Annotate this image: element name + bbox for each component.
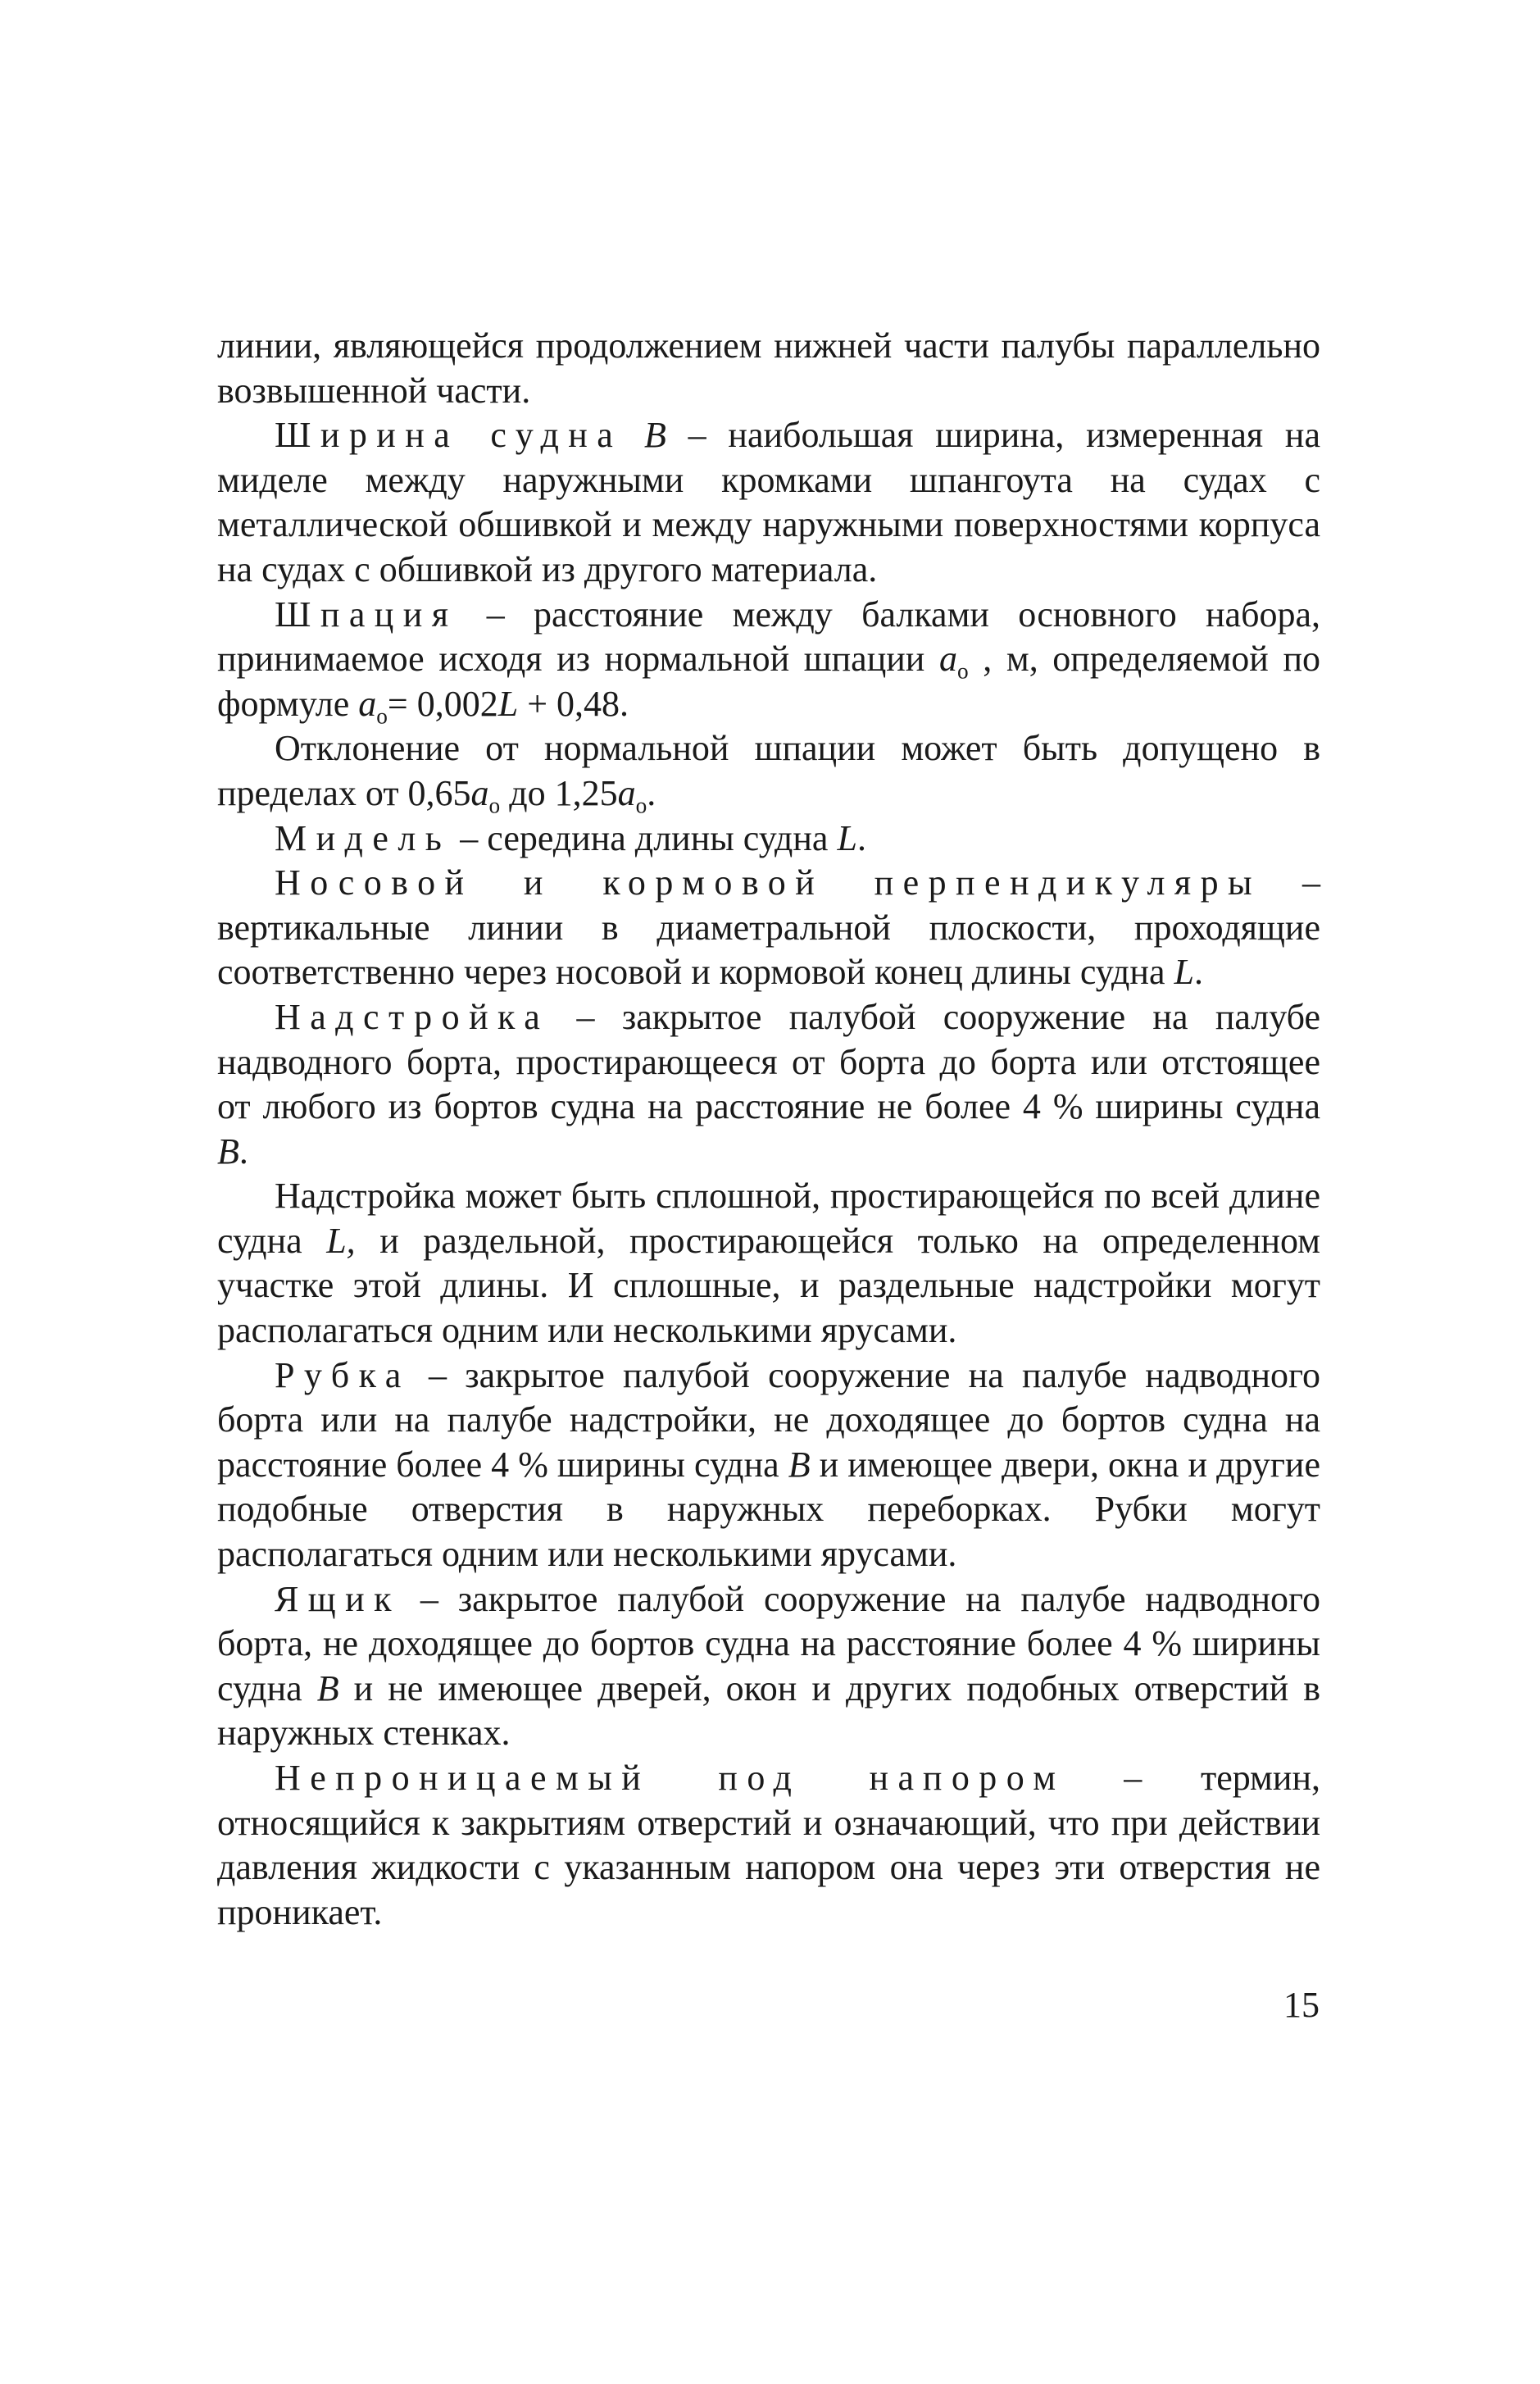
paragraph-text: Надстройка может быть сплошной, простирающейся по всей длине судна	[217, 1176, 1320, 1261]
definition-text: .	[1193, 952, 1203, 993]
definition-superstructure	[217, 995, 1320, 1174]
definition-text: – вертикальные линии в диаметральной плоскости, проходящие соответственно через носовой и кормовой конец длины судна	[217, 862, 1321, 993]
symbol-l: L	[497, 683, 519, 724]
term-midship: Мидель	[275, 817, 452, 858]
definition-text: .	[856, 817, 866, 858]
symbol-a: a	[617, 772, 636, 813]
term-ship-breadth: Ширина судна	[275, 415, 623, 456]
definition-watertight-under-head	[217, 1756, 1320, 1935]
paragraph-text: и раздельной, простирающейся только на определенном участке этой длины. И сплошные, и раздельные надстройки могут располагаться одним или несколькими ярусами.	[217, 1220, 1321, 1351]
definition-text: – закрытое палубой сооружение на палубе надводного борта или на палубе надстройки, не доходящее до бортов судна на расстояние более 4 % ширины судна	[217, 1354, 1320, 1485]
symbol-a: a	[938, 639, 957, 680]
definition-text: – расстояние между балками основного набора, принимаемое исходя из нормальной шпации	[217, 594, 1320, 680]
symbol-l: L	[1174, 952, 1194, 993]
definition-text: и имеющее двери, окна и другие подобные отверстия в наружных переборках. Рубки могут располагаться одним или несколькими ярусами.	[217, 1444, 1320, 1575]
term-frame-spacing: Шпация	[275, 594, 458, 635]
paragraph-text: Отклонение от нормальной шпации может быть допущено в пределах от 0,65	[217, 728, 1320, 813]
formula-text: + 0,48.	[518, 683, 629, 724]
paragraph-superstructure-types	[217, 1174, 1320, 1353]
definition-midship	[217, 817, 1320, 862]
symbol-l: L	[837, 817, 857, 858]
definition-text: – термин, относящийся к закрытиям отверстий и означающий, что при действии давления жидкости с указанным напором она через эти отверстия не проникает.	[217, 1758, 1320, 1932]
page-number: 15	[1283, 1985, 1320, 2025]
symbol-b: B	[316, 1667, 339, 1708]
paragraph-text: .	[647, 772, 656, 813]
definition-text: и не имеющее дверей, окон и других подобных отверстий в наружных стенках.	[217, 1667, 1321, 1754]
subscript-o: o	[488, 793, 501, 818]
definition-text: – середина длины судна	[451, 817, 838, 858]
subscript-o: o	[376, 703, 388, 729]
paragraph-text: линии, являющейся продолжением нижней части палубы параллельно возвышенной части.	[217, 325, 1320, 411]
term-watertight-under-head: Непроницаемый под напором	[275, 1758, 1065, 1798]
definition-text: .	[238, 1131, 248, 1172]
subscript-o: o	[956, 658, 969, 684]
definition-frame-spacing	[217, 593, 1320, 727]
formula-text: = 0,002	[387, 683, 498, 724]
symbol-b: B	[217, 1131, 239, 1172]
definition-deckhouse	[217, 1354, 1320, 1577]
symbol-b: B	[644, 415, 666, 456]
definition-text: – закрытое палубой сооружение на палубе надводного борта, не доходящее до бортов судна на расстояние более 4 % ширины судна	[217, 1578, 1320, 1708]
paragraph-continuation	[217, 324, 1320, 413]
spacer-text	[622, 415, 644, 455]
term-superstructure: Надстройка	[275, 996, 550, 1037]
term-perpendiculars: Носовой и кормовой перпендикуляры	[275, 862, 1262, 903]
paragraph-text: до 1,25	[500, 772, 618, 813]
subscript-o: o	[635, 793, 647, 818]
definition-text: , м, определяемой по формуле	[217, 639, 1321, 724]
page-body	[217, 324, 1320, 1935]
symbol-a: a	[470, 772, 489, 813]
definition-text: – наибольшая ширина, измеренная на миделе между наружными кромками шпангоута на судах с металлической обшивкой и между наружными поверхностями корпуса на судах с обшивкой из другого материала.	[217, 415, 1321, 589]
term-trunk: Ящик	[275, 1578, 401, 1619]
definition-trunk	[217, 1577, 1320, 1756]
symbol-b: B	[788, 1444, 811, 1485]
term-deckhouse: Рубка	[275, 1354, 411, 1395]
definition-perpendiculars	[217, 861, 1320, 995]
paragraph-spacing-deviation	[217, 726, 1320, 816]
symbol-l: L,	[326, 1220, 356, 1261]
definition-text: – закрытое палубой сооружение на палубе надводного борта, простирающееся от борта до борта или отстоящее от любого из бортов судна на расстояние не более 4 % ширины судна	[217, 996, 1320, 1127]
symbol-a: a	[358, 683, 377, 724]
definition-ship-breadth	[217, 413, 1320, 592]
